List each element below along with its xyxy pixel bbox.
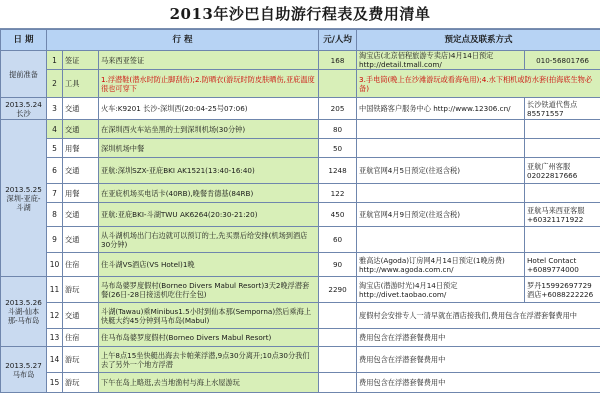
- row-type: 签证: [63, 51, 99, 70]
- table-row: [1, 51, 600, 70]
- date-cell-d4: 2013.5.27 马布岛: [1, 347, 47, 393]
- table-row: [1, 329, 600, 347]
- table-row: [1, 227, 600, 253]
- row-contact: Hotel Contact +6089774000: [525, 253, 600, 277]
- row-type: 交通: [63, 203, 99, 227]
- row-contact: 罗丹15992697729 酒店+6088222226: [525, 277, 600, 303]
- row-type: 游玩: [63, 373, 99, 393]
- row-number: 13: [47, 329, 63, 347]
- row-contact: 亚航马来西亚客服 +60321171922: [525, 203, 600, 227]
- row-booking: 3.手电筒(晚上在沙滩游玩或看海龟用);4.水下相机或防水套(拍海底生物必备): [357, 70, 600, 98]
- row-number: 5: [47, 139, 63, 158]
- row-booking: 中国铁路客户服务中心 http://www.12306.cn/: [357, 98, 525, 120]
- row-description: 1.浮潜鞋(潜水时防止脚刮伤);2.防晒衣(游玩时防皮肤晒伤,亚庇温度很也可穿下: [99, 70, 319, 98]
- row-number: 11: [47, 277, 63, 303]
- row-number: 8: [47, 203, 63, 227]
- row-description: 在亚庇机场买电话卡(40RB),晚餐肯德基(84RB): [99, 184, 319, 203]
- row-description: 马来西亚签证: [99, 51, 319, 70]
- row-type: 交通: [63, 303, 99, 329]
- header-date: 日 期: [1, 30, 47, 51]
- table-row: [1, 70, 600, 98]
- row-type: 住宿: [63, 253, 99, 277]
- row-cost: 122: [319, 184, 357, 203]
- row-number: 6: [47, 158, 63, 184]
- table-row: [1, 277, 600, 303]
- row-number: 15: [47, 373, 63, 393]
- header-booking: 预定点及联系方式: [357, 30, 600, 51]
- table-row: [1, 139, 600, 158]
- row-cost: 450: [319, 203, 357, 227]
- row-type: 交通: [63, 120, 99, 139]
- row-contact: 长沙铁道代售点85571557: [525, 98, 600, 120]
- row-cost: 90: [319, 253, 357, 277]
- row-booking: 费用包含在浮潜套餐费用中: [357, 347, 600, 373]
- row-type: 游玩: [63, 277, 99, 303]
- row-description: 亚航:深圳SZX-亚庇BKI AK1521(13:40-16:40): [99, 158, 319, 184]
- row-number: 7: [47, 184, 63, 203]
- row-cost: 168: [319, 51, 357, 70]
- row-description: 从斗湖机场出门右边就可以预订的士,先买票后给安排(机场到酒店30分钟): [99, 227, 319, 253]
- row-description: 上午8点15坐快艇出海去卡帕莱浮潜,9点30分离开;10点30分我们去了另外一个地方浮潜: [99, 347, 319, 373]
- header-cost: 元/人均: [319, 30, 357, 51]
- row-type: 住宿: [63, 329, 99, 347]
- row-description: 马布岛婆罗度假村(Borneo Divers Mabul Resort)3天2晚浮潜套餐(26日-28日接送机吃住行全包): [99, 277, 319, 303]
- row-cost: [319, 373, 357, 393]
- row-cost: [319, 329, 357, 347]
- table-row: [1, 303, 600, 329]
- row-cost: 60: [319, 227, 357, 253]
- table-row: [1, 158, 600, 184]
- row-contact: [525, 227, 600, 253]
- row-description: 下午在岛上略逛,去当地渔村与海上水屋游玩: [99, 373, 319, 393]
- row-cost: 50: [319, 139, 357, 158]
- row-type: 工具: [63, 70, 99, 98]
- row-contact: [525, 120, 600, 139]
- table-row: [1, 347, 600, 373]
- row-description: 住斗湖VS酒店(VS Hotel)1晚: [99, 253, 319, 277]
- row-number: 14: [47, 347, 63, 373]
- row-number: 2: [47, 70, 63, 98]
- row-contact: [525, 184, 600, 203]
- header-row: [1, 30, 600, 51]
- row-type: 交通: [63, 98, 99, 120]
- row-booking: [357, 120, 525, 139]
- row-number: 12: [47, 303, 63, 329]
- row-number: 9: [47, 227, 63, 253]
- row-contact: [525, 139, 600, 158]
- table-row: [1, 184, 600, 203]
- date-cell-d3: 2013.5.26 斗湖-仙本那-马布岛: [1, 277, 47, 347]
- date-cell-d2: 2013.5.25 深圳-亚庇-斗湖: [1, 120, 47, 277]
- row-cost: 1248: [319, 158, 357, 184]
- row-description: 住马布岛婆罗度假村(Borneo Divers Mabul Resort): [99, 329, 319, 347]
- table-row: [1, 98, 600, 120]
- row-cost: 205: [319, 98, 357, 120]
- row-cost: [319, 303, 357, 329]
- row-booking: [357, 184, 525, 203]
- row-description: 深圳机场中餐: [99, 139, 319, 158]
- row-booking: 费用包含在浮潜套餐费用中: [357, 329, 600, 347]
- row-cost: [319, 347, 357, 373]
- itinerary-table: [0, 29, 600, 393]
- row-cost: [319, 70, 357, 98]
- table-row: [1, 373, 600, 393]
- row-type: 交通: [63, 158, 99, 184]
- row-booking: 淘宝店(北京佰程旅游专卖店)4月14日预定 http://detail.tmall.com/: [357, 51, 525, 70]
- row-booking: 亚航官网4月9日预定(往返含税): [357, 203, 525, 227]
- header-itinerary: 行 程: [47, 30, 319, 51]
- row-description: 在深圳西火车站坐黑的士到深圳机场(30分钟): [99, 120, 319, 139]
- row-booking: 费用包含在浮潜套餐费用中: [357, 373, 600, 393]
- row-type: 用餐: [63, 184, 99, 203]
- table-row: [1, 253, 600, 277]
- date-cell-prep: 提前准备: [1, 51, 47, 98]
- row-type: 交通: [63, 227, 99, 253]
- row-booking: 亚航官网4月5日预定(往返含税): [357, 158, 525, 184]
- row-contact: 010-56801766: [525, 51, 600, 70]
- row-contact: 亚航广州客服 02022817666: [525, 158, 600, 184]
- row-type: 用餐: [63, 139, 99, 158]
- row-number: 4: [47, 120, 63, 139]
- row-booking: [357, 139, 525, 158]
- table-row: [1, 120, 600, 139]
- row-booking: 淘宝店(潜游时光)4月14日预定 http://divet.taobao.com/: [357, 277, 525, 303]
- row-description: 火车:K9201 长沙-深圳西(20:04-25号07:06): [99, 98, 319, 120]
- date-cell-d1: 2013.5.24 长沙: [1, 98, 47, 120]
- row-booking: 雅高达(Agoda)订房网4月14日预定(1晚房费) http://www.agoda.com.cn/: [357, 253, 525, 277]
- row-number: 10: [47, 253, 63, 277]
- row-cost: 2290: [319, 277, 357, 303]
- table-row: [1, 203, 600, 227]
- row-number: 1: [47, 51, 63, 70]
- row-booking: [357, 227, 525, 253]
- row-description: 斗湖(Tawau)乘Minibus1.5小时到仙本那(Semporna)然后乘海上快艇大约45分钟到马布岛(Mabul): [99, 303, 319, 329]
- row-booking: 度假村会安排专人一清早就在酒店接我们,费用包含在浮潜套餐费用中: [357, 303, 600, 329]
- row-cost: 80: [319, 120, 357, 139]
- row-number: 3: [47, 98, 63, 120]
- sheet-title: 2013年沙巴自助游行程表及费用清单: [0, 0, 600, 29]
- row-type: 游玩: [63, 347, 99, 373]
- row-description: 亚航:亚庇BKI-斗湖TWU AK6264(20:30-21:20): [99, 203, 319, 227]
